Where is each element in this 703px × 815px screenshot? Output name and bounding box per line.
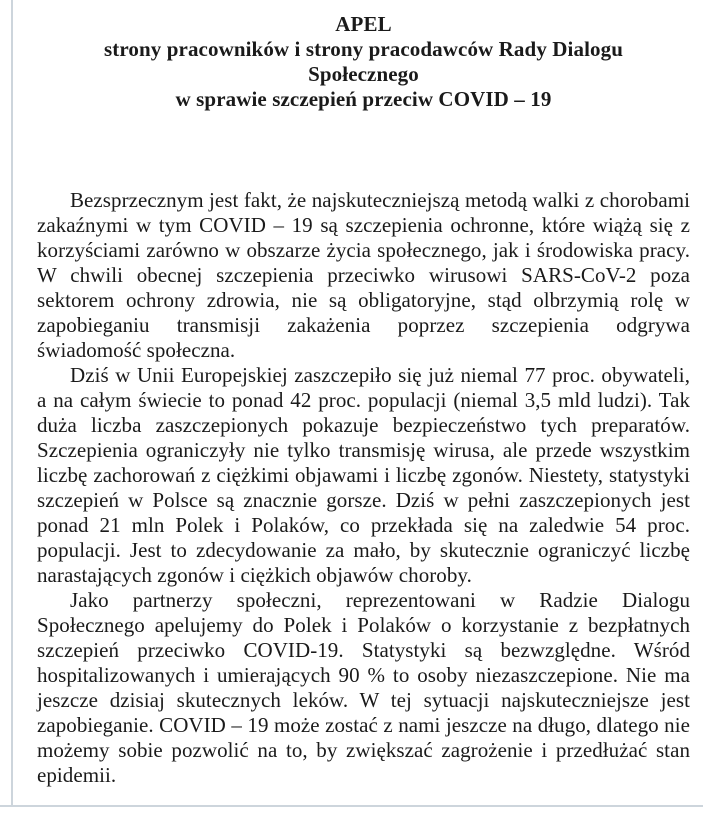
title-line-1: APEL — [335, 12, 392, 36]
document-body — [37, 188, 690, 788]
title-line-4: w sprawie szczepień przeciw COVID – 19 — [175, 87, 552, 111]
title-line-2: strony pracowników i strony pracodawców Rady Dialogu — [104, 37, 623, 61]
document-title — [37, 12, 690, 112]
page-left-edge-line — [11, 0, 13, 806]
paragraph-1: Bezsprzecznym jest fakt, że najskuteczniejszą metodą walki z chorobami zakaźnymi w tym COVID – 19 są szczepienia ochronne, które wiążą się z korzyściami zarówno w obszarze życia społecznego, jak i środowiska pracy. W chwili obecnej szczepienia przeciwko wirusowi SARS-CoV-2 poza sektorem ochrony zdrowia, nie są obligatoryjne, stąd olbrzymią rolę w zapobieganiu transmisji zakażenia poprzez szczepienia odgrywa świadomość społeczna. — [37, 188, 690, 362]
page-bottom-edge-line — [0, 805, 703, 807]
document-page — [37, 12, 690, 788]
paragraph-3: Jako partnerzy społeczni, reprezentowani w Radzie Dialogu Społecznego apelujemy do Polek i Polaków o korzystanie z bezpłatnych szczepień przeciwko COVID-19. Statystyki są bezwzględne. Wśród hospitalizowanych i umierających 90 % to osoby niezaszczepione. Nie ma jeszcze dzisiaj skutecznych leków. W tej sytuacji najskuteczniejsze jest zapobieganie. COVID – 19 może zostać z nami jeszcze na długo, dlatego nie możemy sobie pozwolić na to, by zwiększać zagrożenie i przedłużać stan epidemii. — [37, 588, 690, 787]
title-line-3: Społecznego — [308, 62, 419, 86]
paragraph-2: Dziś w Unii Europejskiej zaszczepiło się już niemal 77 proc. obywateli, a na całym świecie to ponad 42 proc. populacji (niemal 3,5 mld ludzi). Tak duża liczba zaszczepionych pokazuje bezpieczeństwo tych preparatów. Szczepienia ograniczyły nie tylko transmisję wirusa, ale przede wszystkim liczbę zachorowań z ciężkimi objawami i liczbę zgonów. Niestety, statystyki szczepień w Polsce są znacznie gorsze. Dziś w pełni zaszczepionych jest ponad 21 mln Polek i Polaków, co przekłada się na zaledwie 54 proc. populacji. Jest to zdecydowanie za mało, by skutecznie ograniczyć liczbę narastających zgonów i ciężkich objawów choroby. — [37, 363, 690, 587]
